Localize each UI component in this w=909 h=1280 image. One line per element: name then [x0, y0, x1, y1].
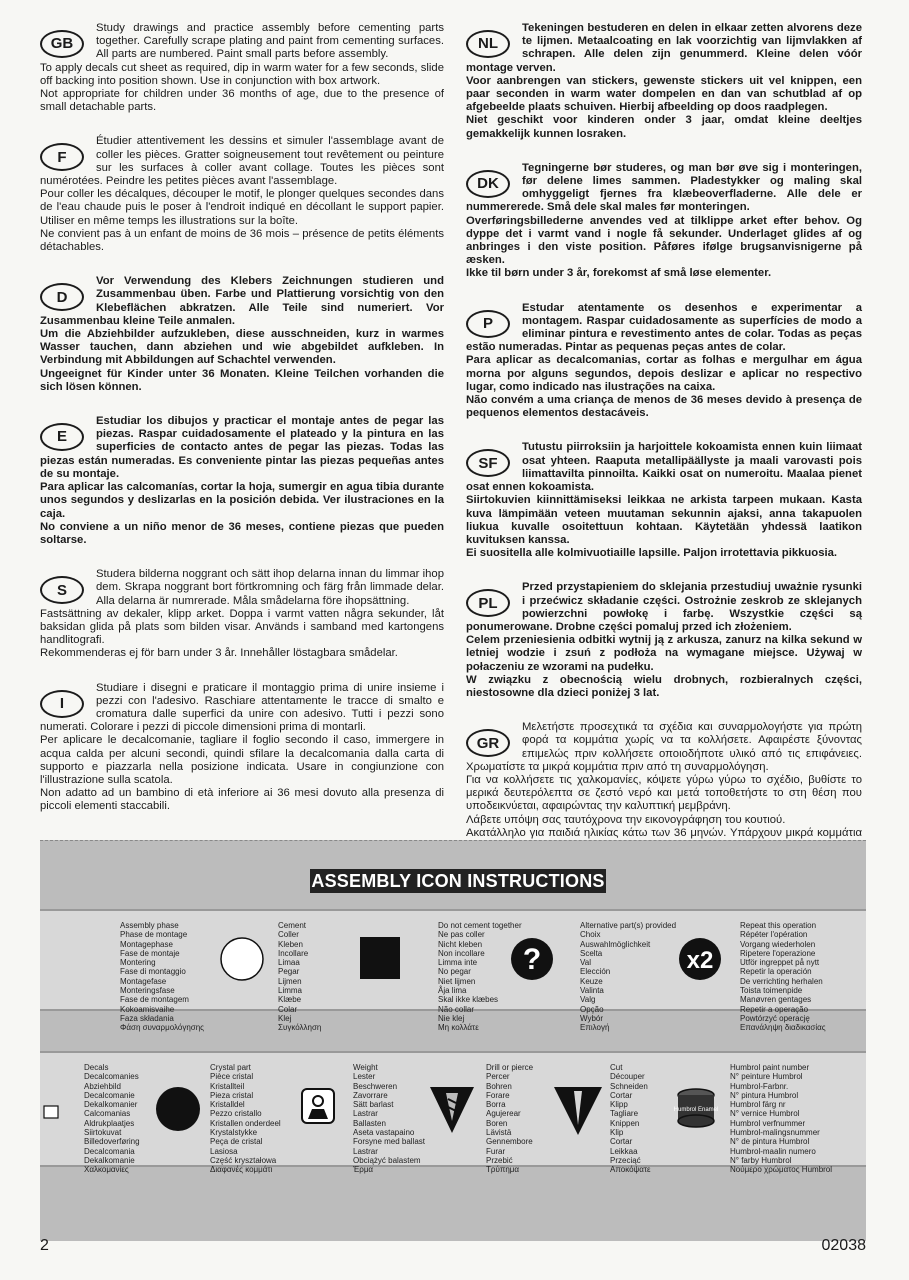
instruction-paragraph: Przed przystapieniem do sklejania przestudiuj uważnie rysunki i przećwicz składanie części. Ostrożnie zeskrob ze sklejanych powierzchni powłokę i farbę. Wszystkie części są ponumerowane. Drobne części pomaluj przed ich złożeniem.	[466, 581, 862, 633]
legend-word: Nicht kleben	[438, 939, 483, 949]
language-block-pl	[466, 581, 862, 700]
icon-legend-weight-words	[353, 1063, 425, 1175]
legend-word: Humbrol paint number	[730, 1063, 810, 1072]
legend-word: Forare	[486, 1090, 510, 1100]
legend-word: Διαφανές κομμάτι	[210, 1165, 273, 1175]
legend-word: Humbrol verfnummer	[730, 1118, 806, 1128]
legend-word: Elección	[580, 967, 611, 977]
legend-word: Repetir la operación	[740, 967, 812, 977]
legend-word: Leikkaa	[610, 1146, 638, 1156]
instruction-paragraph: Étudier attentivement les dessins et simuler l'assemblage avant de coller les pièces. Gratter soigneusement tout revêtement ou peinture sur les surfaces à coller avant collage. Toutes les pièces sont numérotées. Peindre les petites pièces avant l'assemblage.	[40, 135, 444, 188]
language-code: P	[482, 315, 493, 333]
language-block-f	[40, 135, 444, 254]
instruction-paragraph: Para aplicar las calcomanías, cortar la hoja, sumergir en agua tibia durante unos segundos y deslizarlas en la posición debida. Ver ilustraciones en la caja.	[40, 481, 444, 520]
legend-word: Auswahlmöglichkeit	[580, 939, 651, 949]
legend-word: Keuze	[580, 976, 603, 986]
legend-word: Klipp	[610, 1100, 628, 1110]
legend-word: Powtórzyć operację	[740, 1013, 810, 1023]
instruction-paragraph: Pour coller les décalques, découper le motif, le plonger quelques secondes dans de l'eau chaude puis le poser à l'endroit indiqué en décollant le support papier. Utiliser en même temps les illustrations sur la boîte.	[40, 188, 444, 227]
legend-word: Billedoverføring	[84, 1137, 140, 1147]
icon-row-1	[40, 909, 866, 1033]
instruction-paragraph: Ikke til børn under 3 år, forekomst af små løse elementer.	[466, 267, 772, 280]
legend-word: Krystalstykke	[210, 1128, 258, 1138]
legend-word: Cortar	[610, 1090, 633, 1100]
instruction-paragraph: Per aplicare le decalcomanie, tagliare il foglio secondo il caso, immergere in acqua calda per alcuni secondi, quindi sfilare la decalcomania dalla carta di supporto e piazzarla nella posizione indicata. Usare in congiunzione con l'illustrazione sulla scatola.	[40, 734, 444, 786]
assembly-icon-panel	[40, 840, 866, 1241]
legend-word: Alternative part(s) provided	[580, 921, 677, 930]
legend-word: Boren	[486, 1118, 508, 1128]
instruction-paragraph: Tegningerne bør studeres, og man bør øve sig i monteringen, før delene limes sammen. Pladestykker og maling skal omhyggeligt fjernes fra klæbeoverfladerne. Alle dele er nummererede. Små dele skal males før monteringen.	[466, 161, 862, 214]
instruction-paragraph: Not appropriate for children under 36 months of age, due to the presence of small detachable parts.	[40, 88, 444, 114]
legend-word: Kristallteil	[210, 1081, 245, 1091]
legend-word: Decalcomanie	[84, 1090, 135, 1100]
svg-text:x2: x2	[686, 947, 714, 974]
instruction-paragraph: Celem przeniesienia odbitki wytnij ją z arkusza, zanurz na kilka sekund w letniej wodzie i zsuń z podłoża na wymagane miejsce. Używaj w połaczeniu ze wzorami na pudełku.	[466, 634, 862, 673]
legend-word: Kristalldel	[210, 1100, 245, 1110]
legend-word: Phase de montage	[120, 930, 188, 940]
language-badge-s	[40, 576, 84, 604]
legend-word: Humbrol-malingsnummer	[730, 1128, 820, 1138]
language-badge-i	[40, 690, 84, 718]
svg-text:Humbrol Enamel: Humbrol Enamel	[673, 1107, 719, 1113]
square-icon	[350, 929, 410, 994]
legend-word: Vorgang wiederholen	[740, 939, 816, 949]
legend-word: Μη κολλάτε	[438, 1023, 479, 1033]
legend-word: Fase di montaggio	[120, 967, 186, 977]
legend-word: Nie klej	[438, 1013, 465, 1023]
instruction-paragraph: Tekeningen bestuderen en delen in elkaar zetten alvorens deze te lijmen. Metaalcoating en lak voorzichtig van lijmvlakken af schrapen. Alle delen zijn genummerd. Kleine delen vóór montage verven.	[466, 22, 862, 74]
crystal-icon	[148, 1079, 208, 1144]
icon-legend-cut-words	[610, 1063, 651, 1175]
language-block-dk	[466, 162, 862, 281]
instruction-paragraph: Estudiar los dibujos y practicar el montaje antes de pegar las piezas. Raspar cuidadosamente el plateado y la pintura en las superficies de contacto antes de pegar las piezas. Todas las piezas están numeradas. Es conveniente pintar las piezas pequeñas antes de su montaje.	[40, 415, 444, 480]
icon-legend-none-words	[120, 921, 204, 1033]
legend-word: Lastrar	[353, 1109, 378, 1119]
legend-word: Dekalkomanier	[84, 1100, 138, 1110]
legend-word: N° vernice Humbrol	[730, 1109, 800, 1119]
legend-word: Repeat this operation	[740, 921, 817, 930]
legend-word: Non incollare	[438, 948, 485, 958]
cut-icon	[548, 1079, 608, 1144]
legend-word: Αποκόψατε	[610, 1165, 651, 1175]
language-badge-dk	[466, 170, 510, 198]
language-block-nl	[466, 22, 862, 141]
legend-word: Lester	[353, 1072, 376, 1082]
legend-word: Val	[580, 958, 591, 968]
legend-word: Montagefase	[120, 976, 167, 986]
instruction-paragraph: Μελετήστε προσεχτικά τα σχέδια και συναρμολογήστε για πρώτη φορά τα κομμάτια χωρίς να τα κολλήσετε. Αφαιρέστε ξύνοντας επιμελώς πριν κολλήσετε οποιοδήποτε υλικό από τις επιφάνειες. Χρωματίστε τα μικρά κομμάτια πριν από τη συναρμολόγηση.	[466, 721, 862, 773]
language-code: SF	[478, 454, 498, 472]
instruction-paragraph: Não convém a uma criança de menos de 36 meses devido à presença de pequenos elementos destacáveis.	[466, 394, 862, 420]
legend-word: Peça de cristal	[210, 1137, 263, 1147]
legend-word: Incollare	[278, 948, 309, 958]
legend-word: Pieza cristal	[210, 1090, 254, 1100]
legend-word: Kristallen onderdeel	[210, 1118, 281, 1128]
legend-word: Lijmen	[278, 976, 302, 986]
legend-word: Ripetere l'operazione	[740, 948, 816, 958]
left-column	[40, 22, 444, 835]
legend-word: Pegar	[278, 967, 300, 977]
language-block-e	[40, 415, 444, 547]
legend-word: Agujerear	[486, 1109, 521, 1119]
icon-legend-paint-tin-words	[730, 1063, 832, 1175]
language-code: GB	[50, 35, 74, 53]
legend-word: Έρμα	[353, 1165, 374, 1175]
language-code: D	[56, 288, 68, 306]
legend-word: Tagliare	[610, 1109, 639, 1119]
legend-word: Humbrol färg nr	[730, 1100, 786, 1110]
legend-word: Weight	[353, 1063, 378, 1072]
instruction-paragraph: Fastsättning av dekaler, klipp arket. Doppa i varmt vatten några sekunder, låt baksidan glida på plats som bilden visar. Används i samband med kartongens handlitografi.	[40, 607, 444, 647]
instruction-paragraph: Για να κολλήσετε τις χαλκομανίες, κόψετε γύρω γύρω το σχέδιο, βυθίστε το μερικά δευτερόλεπτα σε ζεστό νερό και μετά τοποθετήστε το στη θέση που υποδεικνύεται, αφαιρώντας την καλυπτική μεμβράνη.	[466, 773, 862, 813]
legend-word: Åja lima	[438, 986, 467, 996]
instruction-paragraph: Non adatto ad un bambino di età inferiore ai 36 mesi dovuto alla presenza di piccoli elementi staccabili.	[40, 787, 444, 813]
legend-word: Schneiden	[610, 1081, 648, 1091]
legend-word: Crystal part	[210, 1063, 251, 1072]
page-number: 2	[40, 1237, 49, 1254]
legend-word: Coller	[278, 930, 299, 940]
legend-word: Knippen	[610, 1118, 640, 1128]
product-code: 02038	[821, 1237, 866, 1254]
language-code: NL	[478, 35, 498, 53]
legend-word: Niet lijmen	[438, 976, 476, 986]
decal-icon	[40, 1081, 100, 1146]
language-block-s	[40, 568, 444, 660]
weight-icon	[288, 1079, 348, 1144]
legend-word: Επιλογή	[580, 1023, 610, 1033]
legend-word: Toista toimenpide	[740, 986, 803, 996]
legend-word: Zavorrare	[353, 1090, 388, 1100]
legend-word: Επανάληψη διαδικασίας	[740, 1023, 826, 1033]
instruction-paragraph: Rekommenderas ej för barn under 3 år. Innehåller löstagbara smådelar.	[40, 647, 398, 660]
legend-word: Calcomanias	[84, 1109, 131, 1119]
legend-word: Do not cement together	[438, 921, 522, 930]
legend-word: Sätt barlast	[353, 1100, 394, 1110]
legend-word: Montering	[120, 958, 156, 968]
language-code: I	[59, 694, 65, 712]
legend-word: Decalcomania	[84, 1146, 135, 1156]
legend-word: Przeciąć	[610, 1155, 641, 1165]
legend-word: Kleben	[278, 939, 303, 949]
legend-word: Forsyne med ballast	[353, 1137, 426, 1147]
legend-word: Valinta	[580, 986, 604, 996]
instruction-paragraph: Ei suositella alle kolmivuotiaille lapsille. Paljon irrotettavia pikkuosia.	[466, 547, 838, 560]
language-block-i	[40, 682, 444, 814]
language-block-gr	[466, 721, 862, 853]
legend-word: Assembly phase	[120, 921, 179, 930]
instruction-paragraph: Ακατάλληλο για παιδιά ηλικίας κάτω των 36 μηνών. Υπάρχουν μικρά κομμάτια	[466, 826, 862, 839]
language-block-sf	[466, 441, 862, 560]
legend-word: Furar	[486, 1146, 506, 1156]
language-code: F	[57, 148, 67, 166]
legend-word: Συγκόλληση	[278, 1023, 322, 1033]
instruction-paragraph: Um die Abziehbilder aufzukleben, diese ausschneiden, kurz in warmes Wasser tauchen, dann abziehen und wie abgebildet aufkleben. In Verbindung mit Abbildungen auf Schachtel verwenden.	[40, 328, 444, 367]
legend-word: Scelta	[580, 948, 603, 958]
instruction-paragraph: Voor aanbrengen van stickers, gewenste stickers uit vel knippen, een paar seconden in warm water dompelen en dan van schutblad af op afgebeelde plaats schuiven. Hierbij afbeelding op doos raadplegen.	[466, 74, 862, 114]
drill-icon	[422, 1079, 482, 1144]
legend-word: Découper	[610, 1072, 645, 1082]
instruction-paragraph: Tutustu piirroksiin ja harjoittele kokoamista ennen kuin liimaat osat yhteen. Raaputa metallipäällyste ja maali varovasti pois liimattavilta pinnoilta. Kaikki osat on numeroitu. Maalaa pienet osat ennen kokoamista.	[466, 441, 862, 494]
legend-word: Obciążyć balastem	[353, 1155, 421, 1165]
legend-word: Lastrar	[353, 1146, 378, 1156]
legend-word: Não collar	[438, 1004, 475, 1014]
instruction-paragraph: Λάβετε υπόψη σας ταυτόχρονα την εικονογράφηση του κουτιού.	[466, 813, 786, 826]
legend-word: Faza składania	[120, 1013, 174, 1023]
legend-word: Przebić	[486, 1155, 513, 1165]
x2-icon	[670, 929, 730, 994]
legend-word: Kokoamisvaihe	[120, 1004, 175, 1014]
language-badge-e	[40, 423, 84, 451]
legend-word: Humbrol-maalin numero	[730, 1146, 816, 1156]
language-code: DK	[477, 175, 499, 193]
legend-word: Χαλκομανίες	[84, 1165, 129, 1175]
instruction-paragraph: Studera bilderna noggrant och sätt ihop delarna innan du limmar ihop dem. Skrapa noggrant bort förtkromning och färg från limmade delar. Alla delarna är numrerade. Måla smådelarna före ihopsättning.	[96, 568, 444, 607]
legend-word: Limma inte	[438, 958, 478, 968]
legend-word: Fase de montaje	[120, 948, 180, 958]
instruction-paragraph: Vor Verwendung des Klebers Zeichnungen studieren und Zusammenbau üben. Farbe und Plattierung vorsichtig von den Klebeflächen abkratzen. Alle Teile sind numeriert. Vor Zusammenbau kleine Teile anmalen.	[40, 275, 444, 327]
right-column	[466, 22, 862, 874]
language-code: E	[56, 428, 67, 446]
legend-word: Klæbe	[278, 995, 302, 1005]
legend-word: Valg	[580, 995, 596, 1005]
legend-word: Limma	[278, 986, 303, 996]
instruction-paragraph: To apply decals cut sheet as required, dip in warm water for a few seconds, slide off backing into position shown. Use in conjunction with box artwork.	[40, 61, 444, 87]
icon-legend-drill-words	[486, 1063, 533, 1175]
legend-word: Colar	[278, 1004, 298, 1014]
legend-word: N° de pintura Humbrol	[730, 1137, 810, 1147]
legend-word: N° pintura Humbrol	[730, 1090, 799, 1100]
legend-word: Dekalkomanie	[84, 1155, 135, 1165]
legend-word: Cut	[610, 1063, 623, 1072]
instruction-paragraph: Overføringsbillederne anvendes ved at tilklippe arket efter behov. Og dyppe det i varmt vand i nogle få sekunder. Underlaget glides af og anbringes i den viste position. Påføres ifølge brugsanvisnigerne på æsken.	[466, 214, 862, 267]
legend-word: Lävistä	[486, 1128, 512, 1138]
instruction-paragraph: No conviene a un niño menor de 36 meses, contiene piezas que pueden soltarse.	[40, 520, 444, 546]
legend-word: Aseta vastapaino	[353, 1128, 415, 1138]
legend-word: Φάση συναρμολόγησης	[120, 1023, 205, 1033]
legend-word: Humbrol-Farbnr.	[730, 1081, 789, 1091]
legend-word: Opção	[580, 1004, 604, 1014]
legend-word: Decalcomanies	[84, 1072, 139, 1082]
legend-word: Klip	[610, 1128, 624, 1138]
legend-word: Lasiosa	[210, 1146, 238, 1156]
legend-word: Percer	[486, 1072, 510, 1082]
legend-word: Gennembore	[486, 1137, 533, 1147]
legend-word: Choix	[580, 930, 601, 940]
legend-word: N° farby Humbrol	[730, 1155, 792, 1165]
instruction-paragraph: Study drawings and practice assembly before cementing parts together. Carefully scrape plating and paint from cementing surfaces. All parts are numbered. Paint small parts before assembly.	[96, 22, 444, 61]
legend-word: Manøvren gentages	[740, 995, 812, 1005]
language-block-d	[40, 275, 444, 394]
legend-word: Montagephase	[120, 939, 173, 949]
legend-word: Część kryształowa	[210, 1155, 277, 1165]
legend-word: Drill or pierce	[486, 1063, 534, 1072]
icon-row-2	[40, 1051, 866, 1175]
legend-word: Utför ingreppet på nytt	[740, 958, 820, 968]
instruction-paragraph: Niet geschikt voor kinderen onder 3 jaar, omdat kleine deeltjes gemakkelijk kunnen losraken.	[466, 114, 862, 140]
legend-word: Fase de montagem	[120, 995, 189, 1005]
language-badge-nl	[466, 30, 510, 58]
panel-title: ASSEMBLY ICON INSTRUCTIONS	[310, 869, 606, 893]
legend-word: Ne pas coller	[438, 930, 485, 940]
language-badge-gr	[466, 729, 510, 757]
instruction-paragraph: Ne convient pas à un enfant de moins de 36 mois – présence de petits éléments détachables.	[40, 227, 444, 254]
legend-word: Pezzo cristallo	[210, 1109, 262, 1119]
paint-tin-icon	[666, 1079, 726, 1144]
legend-word: Repetir a operação	[740, 1004, 809, 1014]
language-block-p	[466, 302, 862, 421]
instruction-paragraph: Ungeeignet für Kinder unter 36 Monaten. Kleine Teilchen vorhanden die sich lösen können.	[40, 367, 444, 393]
legend-word: De verrichting herhalen	[740, 976, 823, 986]
circle-icon	[212, 929, 272, 994]
legend-word: N° peinture Humbrol	[730, 1072, 803, 1082]
language-block-gb	[40, 22, 444, 114]
svg-text:?: ?	[522, 943, 542, 976]
legend-word: Decals	[84, 1063, 109, 1072]
legend-word: Siirtokuvat	[84, 1128, 122, 1138]
legend-word: Ballasten	[353, 1118, 386, 1128]
legend-word: Abziehbild	[84, 1081, 121, 1091]
legend-word: Répéter l'opération	[740, 930, 808, 940]
legend-word: Pièce cristal	[210, 1072, 254, 1082]
language-code: PL	[478, 594, 498, 612]
language-badge-p	[466, 310, 510, 338]
legend-word: Klej	[278, 1013, 292, 1023]
legend-word: Borra	[486, 1100, 506, 1110]
language-code: GR	[476, 734, 500, 752]
question-icon	[502, 929, 562, 994]
language-badge-gb	[40, 30, 84, 58]
instruction-paragraph: Siirtokuvien kiinnittämiseksi leikkaa ne arkista tarpeen mukaan. Kasta kuva lämpimään veteen muutaman sekunnin ajaksi, anna takapuolen liukua kuvalle osoitettuun kohtaan. Käytetään yhdessä laatikon kuvituksen kanssa.	[466, 494, 862, 546]
legend-word: Beschweren	[353, 1081, 398, 1091]
instruction-paragraph: Studiare i disegni e praticare il montaggio prima di unire insieme i pezzi con l'adesivo. Raschiare attentamente le tracce di smalto e cromatura dalle superfici da unire con adesivo. Tutti i pezzi sono numerati. Colorare i pezzi di piccole dimensioni prima di montarli.	[40, 681, 444, 734]
legend-word: Τρύπημα	[486, 1165, 520, 1175]
legend-word: Νούμερο χρώματος Humbrol	[730, 1165, 833, 1175]
legend-word: Monteringsfase	[120, 986, 175, 996]
legend-word: Cortar	[610, 1137, 633, 1147]
legend-word: Bohren	[486, 1081, 512, 1091]
icon-legend-crystal-words	[210, 1063, 281, 1175]
language-code: S	[56, 581, 67, 599]
instruction-paragraph: Para aplicar as decalcomanias, cortar as folhas e mergulhar em água morna por alguns segundos, depois deslizar e aplicar no respectivo lugar, como indicado nas ilustrações na caixa.	[466, 354, 862, 393]
instruction-paragraph: W związku z obecnością wielu drobnych, rozbieralnych części, niestosowne dla dzieci poniżej 3 lat.	[466, 673, 862, 699]
icon-legend-x2-words	[740, 921, 826, 1033]
legend-word: Aldrukplaatjes	[84, 1118, 135, 1128]
legend-word: Wybór	[580, 1013, 604, 1023]
icon-legend-circle-words	[278, 921, 321, 1033]
legend-word: Limaa	[278, 958, 300, 968]
instruction-paragraph: Estudar atentamente os desenhos e experimentar a montagem. Raspar cuidadosamente as superfícies de modo a eliminar pintura e revestimento antes de colar. Todas as peças estão numeradas. Pintar as pequenas peças antes de colar.	[466, 301, 862, 354]
legend-word: Skal ikke klæbes	[438, 995, 499, 1005]
icon-legend-question-words	[580, 921, 676, 1033]
legend-word: Cement	[278, 921, 307, 930]
legend-word: No pegar	[438, 967, 471, 977]
